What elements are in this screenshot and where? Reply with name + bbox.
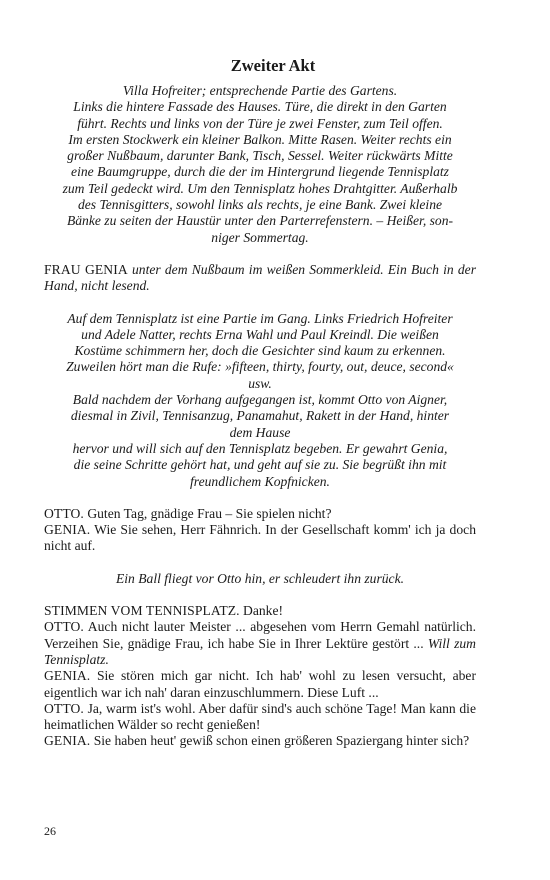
stage-line: zum Teil gedeckt wird. Um den Tennisplatz hohes Drahtgitter. Außerhalb xyxy=(62,180,458,196)
stage-line: dem Hause xyxy=(229,424,291,440)
spacer xyxy=(44,555,476,571)
opening-stage-direction xyxy=(44,83,476,246)
spacer xyxy=(44,246,476,262)
dialogue-text: Wie Sie sehen, Herr Fähnrich. In der Gesellschaft komm' ich ja doch nicht auf. xyxy=(44,522,476,554)
speaker-name: OTTO. xyxy=(44,505,84,521)
dialogue-line xyxy=(44,522,476,555)
stage-line: großer Nußbaum, darunter Bank, Tisch, Sessel. Weiter rückwärts Mitte xyxy=(67,148,453,164)
stage-line: diesmal in Zivil, Tennisanzug, Panamahut, Rakett in der Hand, hinter xyxy=(70,408,450,424)
stage-line: usw. xyxy=(248,375,272,391)
stage-line: eine Baumgruppe, durch die der im Hintergrund liegende Tennisplatz xyxy=(71,164,449,180)
speaker-name: FRAU GENIA xyxy=(44,261,128,277)
dialogue-text: Ja, warm ist's wohl. Aber dafür sind's auch schöne Tage! Man kann die heimatlichen Wälder so recht genießen! xyxy=(44,700,476,733)
stage-line: Links die hintere Fassade des Hauses. Türe, die direkt in den Garten xyxy=(73,99,447,115)
page-number: 26 xyxy=(44,824,56,838)
stage-line: freundlichem Kopfnicken. xyxy=(190,473,330,489)
book-page xyxy=(44,56,476,750)
stage-line: Zuweilen hört man die Rufe: »fifteen, thirty, fourty, out, deuce, second« xyxy=(66,359,454,375)
ball-stage-direction: Ein Ball fliegt vor Otto hin, er schleudert ihn zurück. xyxy=(115,570,405,586)
stage-line: und Adele Natter, rechts Erna Wahl und Paul Kreindl. Die weißen xyxy=(81,326,439,342)
speaker-name: OTTO. xyxy=(44,700,84,716)
tennis-stage-direction xyxy=(44,311,476,490)
dialogue-line xyxy=(44,701,476,734)
stage-line: Kostüme schimmern her, doch die Gesichter sind kaum zu erkennen. xyxy=(74,343,446,359)
dialogue-line xyxy=(44,506,476,522)
speaker-name: GENIA. xyxy=(44,668,91,684)
genia-intro xyxy=(44,262,476,295)
stage-line: Bald nachdem der Vorhang aufgegangen ist, kommt Otto von Aigner, xyxy=(72,392,448,408)
speaker-name: OTTO. xyxy=(44,619,84,635)
dialogue-text: Auch nicht lauter Meister ... abgesehen vom Herrn Gemahl natürlich. Verzeihen Sie, gnädige Frau, ich habe Sie in Ihrer Lektüre gestört ... xyxy=(44,619,476,651)
dialogue-line xyxy=(44,733,476,749)
stage-line: die seine Schritte gehört hat, und geht auf sie zu. Sie begrüßt ihn mit xyxy=(73,457,447,473)
stage-line: Im ersten Stockwerk ein kleiner Balkon. Mitte Rasen. Weiter rechts ein xyxy=(68,131,452,147)
dialogue-line xyxy=(44,619,476,668)
stage-line: Bänke zu seiten der Haustür unter den Parterrefenstern. – Heißer, son- xyxy=(66,213,454,229)
stage-line: führt. Rechts und links von der Türe je zwei Fenster, zum Teil offen. xyxy=(77,115,443,131)
dialogue-line xyxy=(44,668,476,701)
speaker-name: GENIA. xyxy=(44,522,91,538)
dialogue-text: Danke! xyxy=(243,603,284,619)
stage-line: Auf dem Tennisplatz ist eine Partie im Gang. Links Friedrich Hofreiter xyxy=(67,310,453,326)
speaker-name: STIMMEN VOM TENNISPLATZ. xyxy=(44,603,240,619)
spacer xyxy=(44,490,476,506)
dialogue-text: Sie stören mich gar nicht. Ich hab' wohl zu lesen versucht, aber eigentlich war ich nah' daran einzuschlummern. Diese Luft ... xyxy=(44,668,476,700)
inline-stage-direction: Will zum Tennisplatz. xyxy=(44,635,476,667)
dialogue-text: Sie haben heut' gewiß schon einen größeren Spaziergang hinter sich? xyxy=(93,733,470,749)
stage-line: des Tennisgitters, sowohl links als rechts, je eine Bank. Zwei kleine xyxy=(77,197,443,213)
dialogue-text: Guten Tag, gnädige Frau – Sie spielen nicht? xyxy=(87,505,332,521)
stage-line: hervor und will sich auf den Tennisplatz begeben. Er gewahrt Genia, xyxy=(72,440,448,456)
stage-line: Villa Hofreiter; entsprechende Partie des Gartens. xyxy=(122,83,398,98)
inline-stage-direction: unter dem Nußbaum im weißen Sommerkleid. Ein Buch in der Hand, nicht lesend. xyxy=(44,261,476,294)
spacer xyxy=(44,295,476,311)
dialogue-line xyxy=(44,603,476,619)
stage-line: niger Sommertag. xyxy=(211,229,309,245)
speaker-name: GENIA. xyxy=(44,733,91,749)
act-title: Zweiter Akt xyxy=(230,56,316,75)
spacer xyxy=(44,587,476,603)
